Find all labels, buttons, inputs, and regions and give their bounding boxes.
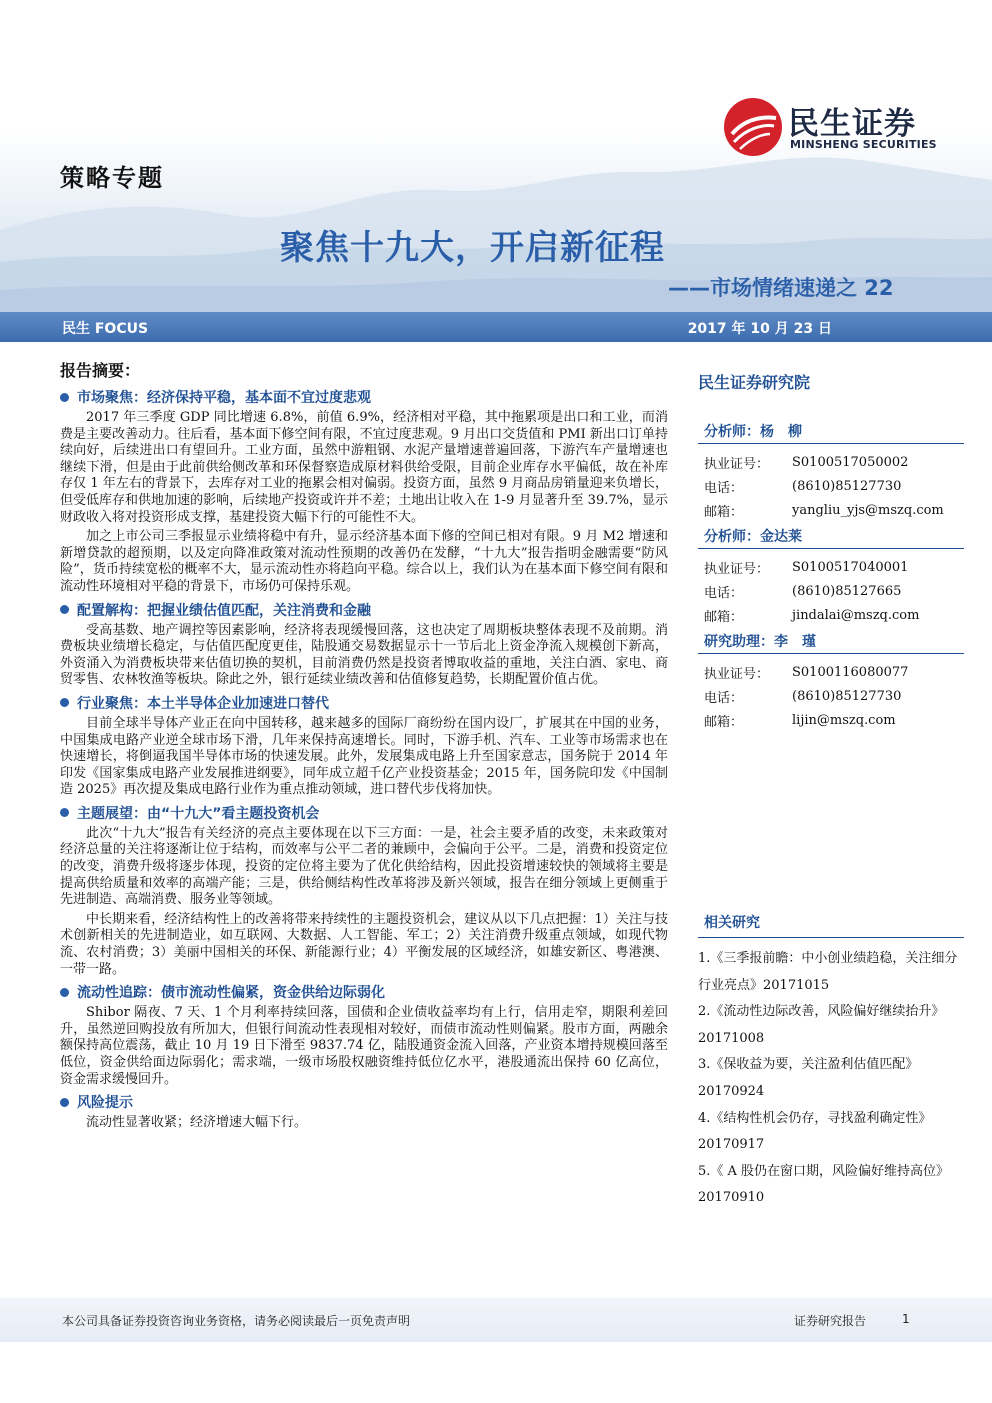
paragraph: 2017 年三季度 GDP 同比增速 6.8%，前值 6.9%，经济相对平稳，其中拖累项是出口和工业，而消费是主要改善动力。往后看，基本面下修空间有限，不宜过度悲观。9 月出口交货值和 PMI 新出口订单持续向好，后续进出口有望回升。工业方面，虽然中游粗钢、水泥产量增速普遍回落，下游汽车产量增速也继续下滑，但是由于此前供给侧改革和环保督察造成原材料供给受限，目前企业库存水平偏低，故在补库存仅 1 年左右的背景下，去库存对工业的拖累会相对偏弱。投资方面，虽然 9 月商品房销量迎来负增长，但受低库存和供地加速的影响，后续地产投资或许并不差；土地出让收入在 1-9 月显著升至 39.7%，显示财政收入将对投资形成支撑，基建投资大幅下行的可能性不大。 (60, 410, 668, 525)
report-subtitle: ——市场情绪速递之 22 (668, 276, 894, 300)
email-row[interactable]: 邮箱： yangliu_yjs@mszq.com (704, 502, 944, 520)
footer-disclaimer: 本公司具备证券投资咨询业务资格，请务必阅读最后一页免责声明 (62, 1314, 411, 1328)
section-heading-market: 市场聚焦：经济保持平稳，基本面不宜过度悲观 (60, 387, 668, 407)
related-item[interactable]: 3.《保收益为要，关注盈利估值匹配》20170924 (698, 1057, 919, 1099)
phone-row: 电话： (8610)85127665 (704, 583, 902, 601)
paragraph: 此次“十九大”报告有关经济的亮点主要体现在以下三方面：一是，社会主要矛盾的改变，未来政策对经济总量的关注将逐渐让位于结构，而效率与公平二者的兼顾中，会偏向于公平。二是，消费和投资定位的改变，消费升级将逐步体现，投资的定位将主要为了优化供给结构，因此投资增速较快的领域将主要是提高供给质量和效率的高端产能；三是，供给侧结构性改革将涉及新兴领域，报告在细分领域上更侧重于先进制造、高端消费、服务业等领域。 (60, 825, 668, 908)
section-heading-theme: 主题展望：由“十九大”看主题投资机会 (60, 803, 668, 823)
abstract-column (60, 352, 668, 1135)
bullet-icon (60, 605, 69, 614)
bullet-icon (60, 698, 69, 707)
related-title: 相关研究 (698, 912, 964, 938)
related-item[interactable]: 4.《结构性机会仍存，寻找盈利确定性》20170917 (698, 1110, 932, 1153)
paragraph: 加之上市公司三季报显示业绩将稳中有升，显示经济基本面下修的空间已相对有限。9 月 M2 增速和新增贷款的超预期，以及定向降准政策对流动性预期的改善仍在发酵，“十九大”报告指明金融需要“防风险”，货币持续宽松的概率不大，显示流动性亦将趋向平稳。综合以上，我们认为在基本面下修空间有限和流动性环境相对平稳的背景下，市场仍可保持乐观。 (60, 529, 668, 594)
cert-row: 执业证号： S0100116080077 (704, 664, 909, 682)
analyst-sidebar (698, 370, 964, 736)
cert-row: 执业证号： S0100517050002 (704, 454, 909, 472)
cert-row: 执业证号： S0100517040001 (704, 559, 909, 577)
abstract-title: 报告摘要： (60, 361, 141, 380)
analyst-name: 分析师：金达莱 (698, 526, 964, 549)
phone-row: 电话： (8610)85127730 (704, 688, 902, 706)
logo-chinese-name: 民生证券 (788, 106, 916, 142)
analyst-name: 分析师：杨 柳 (698, 421, 964, 444)
paragraph: 流动性显著收紧；经济增速大幅下行。 (86, 1115, 308, 1131)
header-banner (0, 0, 992, 312)
logo-english-name: MINSHENG SECURITIES (790, 138, 937, 151)
info-bar (0, 312, 992, 342)
paragraph: 受高基数、地产调控等因素影响，经济将表现缓慢回落，这也决定了周期板块整体表现不及前期。消费板块业绩增长稳定，与估值匹配度更佳，陆股通交易数据显示十一节后北上资金净流入规模创下新高，外资涌入为消费板块带来估值切换的契机，目前消费仍然是投资者博取收益的重地，关注白酒、家电、商贸零售、农林牧渔等板块。除此之外，银行延续业绩改善和估值修复趋势，长期配置价值占优。 (60, 622, 668, 688)
analyst-name: 研究助理：李 瑾 (698, 631, 964, 654)
bullet-icon (60, 1098, 69, 1107)
report-title: 聚焦十九大，开启新征程 (280, 228, 665, 268)
section-heading-liquidity: 流动性追踪：债市流动性偏紧，资金供给边际弱化 (60, 982, 668, 1002)
series-label: 民生 FOCUS (62, 321, 149, 337)
section-heading-risk: 风险提示 (60, 1092, 668, 1112)
analyst-card (698, 421, 964, 522)
analyst-card (698, 631, 964, 732)
report-category: 策略专题 (60, 163, 164, 192)
phone-row: 电话： (8610)85127730 (704, 478, 902, 496)
related-item[interactable]: 2.《流动性边际改善，风险偏好继续抬升》20171008 (698, 1004, 945, 1046)
logo-emblem-icon (722, 96, 784, 158)
paragraph: 中长期来看，经济结构性上的改善将带来持续性的主题投资机会，建议从以下几点把握：1）关注与技术创新相关的先进制造业，如互联网、大数据、人工智能、军工；2）关注消费升级重点领域，如现代物流、农村消费；3）美丽中国相关的环保、新能源行业；4）平衡发展的区域经济，如雄安新区、粤港澳、一带一路。 (60, 911, 668, 977)
page-number: 1 (902, 1312, 910, 1326)
institute-name: 民生证券研究院 (698, 373, 811, 392)
paragraph: Shibor 隔夜、7 天、1 个月利率持续回落，国债和企业债收益率均有上行，信用走窄，期限利差回升，虽然逆回购投放有所加大，但银行间流动性表现相对较好，而债市流动性则偏紧。股市方面，两融余额保持高位震荡，截止 10 月 19 日下滑至 9837.74 亿，陆股通资金流入回落，产业资本增持规模回落至低位，资金供给面边际弱化；需求端，一级市场股权融资维持低位亿水平，港股通流出保持 60 亿高位，资金需求缓慢回升。 (60, 1005, 668, 1087)
related-item[interactable]: 5.《 A 股仍在窗口期，风险偏好维持高位》20170910 (698, 1163, 950, 1206)
report-date: 2017 年 10 月 23 日 (687, 321, 832, 337)
email-row[interactable]: 邮箱： jindalai@mszq.com (704, 607, 920, 625)
section-heading-industry: 行业聚焦：本土半导体企业加速进口替代 (60, 693, 668, 713)
bullet-icon (60, 988, 69, 997)
related-item[interactable]: 1.《三季报前瞻：中小创业绩趋稳，关注细分行业亮点》20171015 (698, 951, 958, 993)
footer-report-type: 证券研究报告 (794, 1314, 867, 1328)
paragraph: 目前全球半导体产业正在向中国转移，越来越多的国际厂商纷纷在国内设厂，扩展其在中国的业务，中国集成电路产业逆全球市场下滑，几年来保持高速增长。同时，下游手机、汽车、工业等市场需求也在快速增长，将倒逼我国半导体市场的快速发展。此外，发展集成电路上升至国家意志，国务院于 2014 年印发《国家集成电路产业发展推进纲要》，同年成立超千亿产业投资基金；2015 年，国务院印发《中国制造 2025》再次提及集成电路行业作为重点推动领域，进口替代步伐将加快。 (60, 715, 668, 798)
analyst-card (698, 526, 964, 627)
bullet-icon (60, 808, 69, 817)
email-row[interactable]: 邮箱： lijin@mszq.com (704, 712, 896, 730)
section-heading-allocation: 配置解构：把握业绩估值匹配，关注消费和金融 (60, 600, 668, 620)
related-research (698, 912, 964, 1212)
page-footer (0, 1298, 992, 1342)
company-logo (722, 96, 952, 156)
bullet-icon (60, 393, 69, 402)
